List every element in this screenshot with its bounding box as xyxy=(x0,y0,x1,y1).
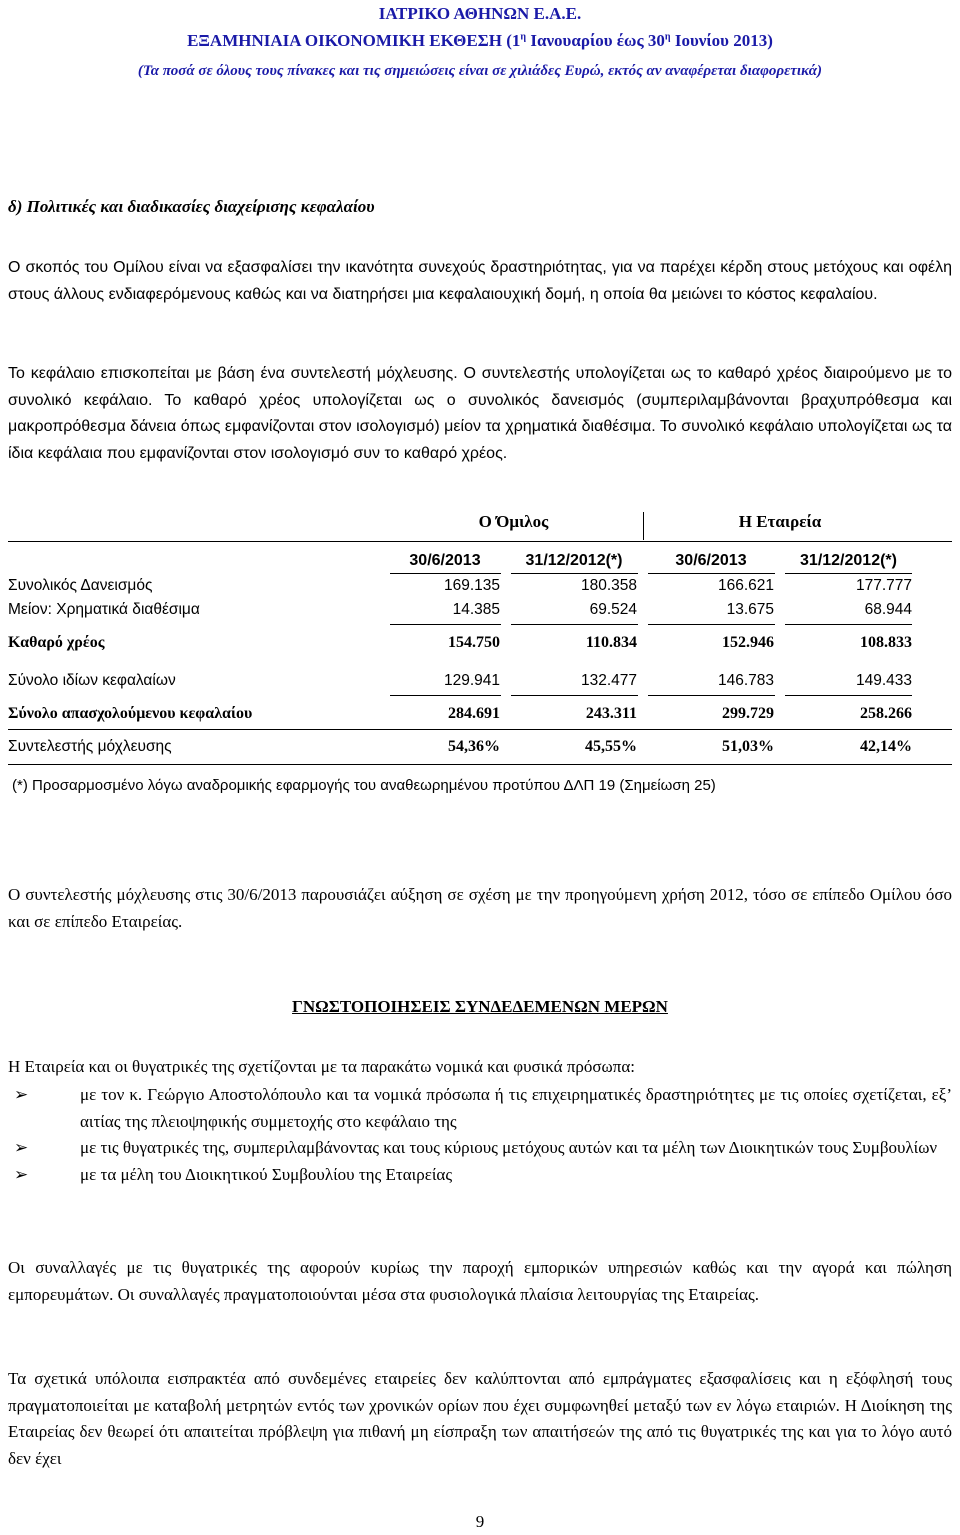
list-item-text: με τις θυγατρικές της, συμπεριλαμβάνοντας και τους κύριους μετόχους αυτών και τα μέλη των Διοικητικών τους Συμβουλίων xyxy=(80,1138,938,1157)
cell-value: 14.385 xyxy=(452,601,500,618)
cell-value: 69.524 xyxy=(589,601,637,618)
list-item xyxy=(8,1135,952,1162)
cell-value: 258.266 xyxy=(860,705,912,722)
transactions-paragraph: Οι συναλλαγές με τις θυγατρικές της αφορούν κυρίως την παροχή εμπορικών υπηρεσιών καθώς και την αγορά και πώληση εμπορευμάτων. Οι συναλλαγές πραγματοποιούνται μέσα στα φυσιολογικά πλαίσια λειτουργίας της Εταιρείας. xyxy=(8,1258,952,1304)
column-rule xyxy=(785,573,912,574)
table-row xyxy=(8,577,952,601)
cell-value: 51,03% xyxy=(722,738,774,755)
amounts-note: (Τα ποσά σε όλους τους πίνακες και τις σημειώσεις είναι σε χιλιάδες Ευρώ, εκτός αν αναφέρεται διαφορετικά) xyxy=(137,63,823,79)
cell-value: 149.433 xyxy=(855,672,912,689)
cell-value: 146.783 xyxy=(717,672,774,689)
cell-value: 129.941 xyxy=(443,672,500,689)
cell-value: 42,14% xyxy=(860,738,912,755)
subtotal-rule xyxy=(390,624,501,625)
cell-value: 243.311 xyxy=(585,705,637,722)
cell-value: 166.621 xyxy=(717,577,774,594)
column-rule xyxy=(511,573,638,574)
table-row xyxy=(8,601,952,625)
column-header: 31/12/2012(*) xyxy=(800,552,897,569)
list-item xyxy=(8,1162,952,1189)
company-name: ΙΑΤΡΙΚΟ ΑΘΗΝΩΝ Ε.Α.Ε. xyxy=(378,4,582,23)
cell-value: 110.834 xyxy=(585,634,637,651)
section-title: δ) Πολιτικές και διαδικασίες διαχείρισης κεφαλαίου xyxy=(8,197,375,216)
capital-objective-paragraph: Ο σκοπός του Ομίλου είναι να εξασφαλίσει την ικανότητα συνεχούς δραστηριότητας, για να παρέχει κέρδη στους μετόχους και οφέλη στους άλλους ενδιαφερόμενους καθώς και να διατηρήσει μια κεφαλαιουχική δομή, η οποία θα μειώνει το κόστος κεφαλαίου. xyxy=(8,259,952,303)
cell-value: 154.750 xyxy=(448,634,500,651)
row-label: Συντελεστής μόχλευσης xyxy=(8,738,172,755)
company-header: Η Εταιρεία xyxy=(738,512,822,531)
list-item-text: με τον κ. Γεώργιο Αποστολόπουλο και τα νομικά πρόσωπα ή τις επιχειρηματικές δραστηριότητες με τις οποίες σχετίζεται, εξ’ αιτίας της πλειοψηφικής συμμετοχής στο κεφάλαιο της xyxy=(80,1085,952,1131)
table-row xyxy=(8,634,952,658)
row-label: Σύνολο απασχολούμενου κεφαλαίου xyxy=(8,705,253,722)
cell-value: 299.729 xyxy=(722,705,774,722)
column-header: 30/6/2013 xyxy=(675,552,747,569)
total-rule xyxy=(511,695,638,696)
row-label: Καθαρό χρέος xyxy=(8,634,105,651)
list-item xyxy=(8,1082,952,1135)
list-item-text: με τα μέλη του Διοικητικού Συμβουλίου της Εταιρείας xyxy=(80,1164,453,1184)
total-rule xyxy=(785,695,912,696)
related-parties-title: ΓΝΩΣΤΟΠΟΙΗΣΕΙΣ ΣΥΝΔΕΔΕΜΕΝΩΝ ΜΕΡΩΝ xyxy=(292,997,668,1016)
subtotal-rule xyxy=(511,624,638,625)
related-parties-list xyxy=(8,1082,952,1188)
group-divider xyxy=(643,512,644,540)
row-label: Σύνολο ιδίων κεφαλαίων xyxy=(8,672,176,689)
column-header: 30/6/2013 xyxy=(409,552,481,569)
subtotal-rule xyxy=(785,624,912,625)
cell-value: 68.944 xyxy=(864,601,912,618)
cell-value: 152.946 xyxy=(722,634,774,651)
arrow-bullet-icon: ➢ xyxy=(14,1085,29,1104)
cell-value: 177.777 xyxy=(855,577,912,594)
header-rule xyxy=(8,541,952,542)
table-footnote: (*) Προσαρμοσμένο λόγω αναδρομικής εφαρμογής του αναθεωρημένου προτύπου ΔΛΠ 19 (Σημείωση 25) xyxy=(12,777,716,794)
cell-value: 180.358 xyxy=(580,577,637,594)
page-number: 9 xyxy=(475,1512,485,1531)
report-title: ΕΞΑΜΗΝΙΑΙΑ ΟΙΚΟΝΟΜΙΚΗ ΕΚΘΕΣΗ ($1^\eta$ Ιανουαρίου έως $30^\eta$ Ιουνίου 2013) xyxy=(187,31,773,50)
subtotal-rule xyxy=(648,624,775,625)
arrow-bullet-icon: ➢ xyxy=(14,1164,29,1184)
total-rule xyxy=(648,695,775,696)
row-label: Μείον: Χρηματικά διαθέσιμα xyxy=(8,601,200,618)
leverage-definition-paragraph: Το κεφάλαιο επισκοπείται με βάση ένα συντελεστή μόχλευσης. Ο συντελεστής υπολογίζεται ως το καθαρό χρέος διαιρούμενο με το συνολικό κεφάλαιο. Το καθαρό χρέος υπολογίζεται ως ο συνολικός δανεισμός (συμπεριλαμβάνονται βραχυπρόθεσμα και μακροπρόθεσμα δάνεια όπως εμφανίζονται στον ισολογισμό) μείον τα χρηματικά διαθέσιμα. Το συνολικό κεφάλαιο υπολογίζεται ως τα ίδια κεφάλαια που εμφανίζονται στον ισολογισμό συν το καθαρό χρέος. xyxy=(8,365,952,462)
cell-value: 284.691 xyxy=(448,705,500,722)
column-header: 31/12/2012(*) xyxy=(525,552,623,569)
table-bottom-rule xyxy=(8,764,952,765)
column-rule xyxy=(390,573,501,574)
group-header: Ο Όμιλος xyxy=(478,512,549,531)
table-row xyxy=(8,672,952,696)
leverage-comment: Ο συντελεστής μόχλευσης στις 30/6/2013 παρουσιάζει αύξηση σε σχέση με την προηγούμενη χρήση 2012, τόσο σε επίπεδο Ομίλου όσο και σε επίπεδο Εταιρείας. xyxy=(8,885,952,931)
cell-value: 169.135 xyxy=(443,577,500,594)
cell-value: 13.675 xyxy=(726,601,774,618)
table-rule xyxy=(8,729,952,730)
column-rule xyxy=(648,573,775,574)
related-parties-intro: Η Εταιρεία και οι θυγατρικές της σχετίζονται με τα παρακάτω νομικά και φυσικά πρόσωπα: xyxy=(8,1057,635,1076)
total-rule xyxy=(390,695,501,696)
table-row xyxy=(8,705,952,729)
arrow-bullet-icon: ➢ xyxy=(14,1138,29,1157)
row-label: Συνολικός Δανεισμός xyxy=(8,577,153,594)
cell-value: 132.477 xyxy=(580,672,637,689)
cell-value: 54,36% xyxy=(448,738,500,755)
cell-value: 108.833 xyxy=(860,634,912,651)
cell-value: 45,55% xyxy=(585,738,637,755)
balances-paragraph: Τα σχετικά υπόλοιπα εισπρακτέα από συνδεμένες εταιρείες δεν καλύπτονται από εμπράγματες εξασφαλίσεις και η εξόφλησή τους πραγματοποιείται με καταβολή μετρητών εντός των χρονικών ορίων που έχει συμφωνηθεί μεταξύ των εν λόγω εταιριών. Η Διοίκηση της Εταιρείας δεν θεωρεί ότι απαιτείται πρόβλεψη για πιθανή μη είσπραξη των απαιτήσεών της από τις θυγατρικές της και για το λόγο αυτό δεν έχει xyxy=(8,1369,952,1468)
table-row xyxy=(8,738,952,762)
